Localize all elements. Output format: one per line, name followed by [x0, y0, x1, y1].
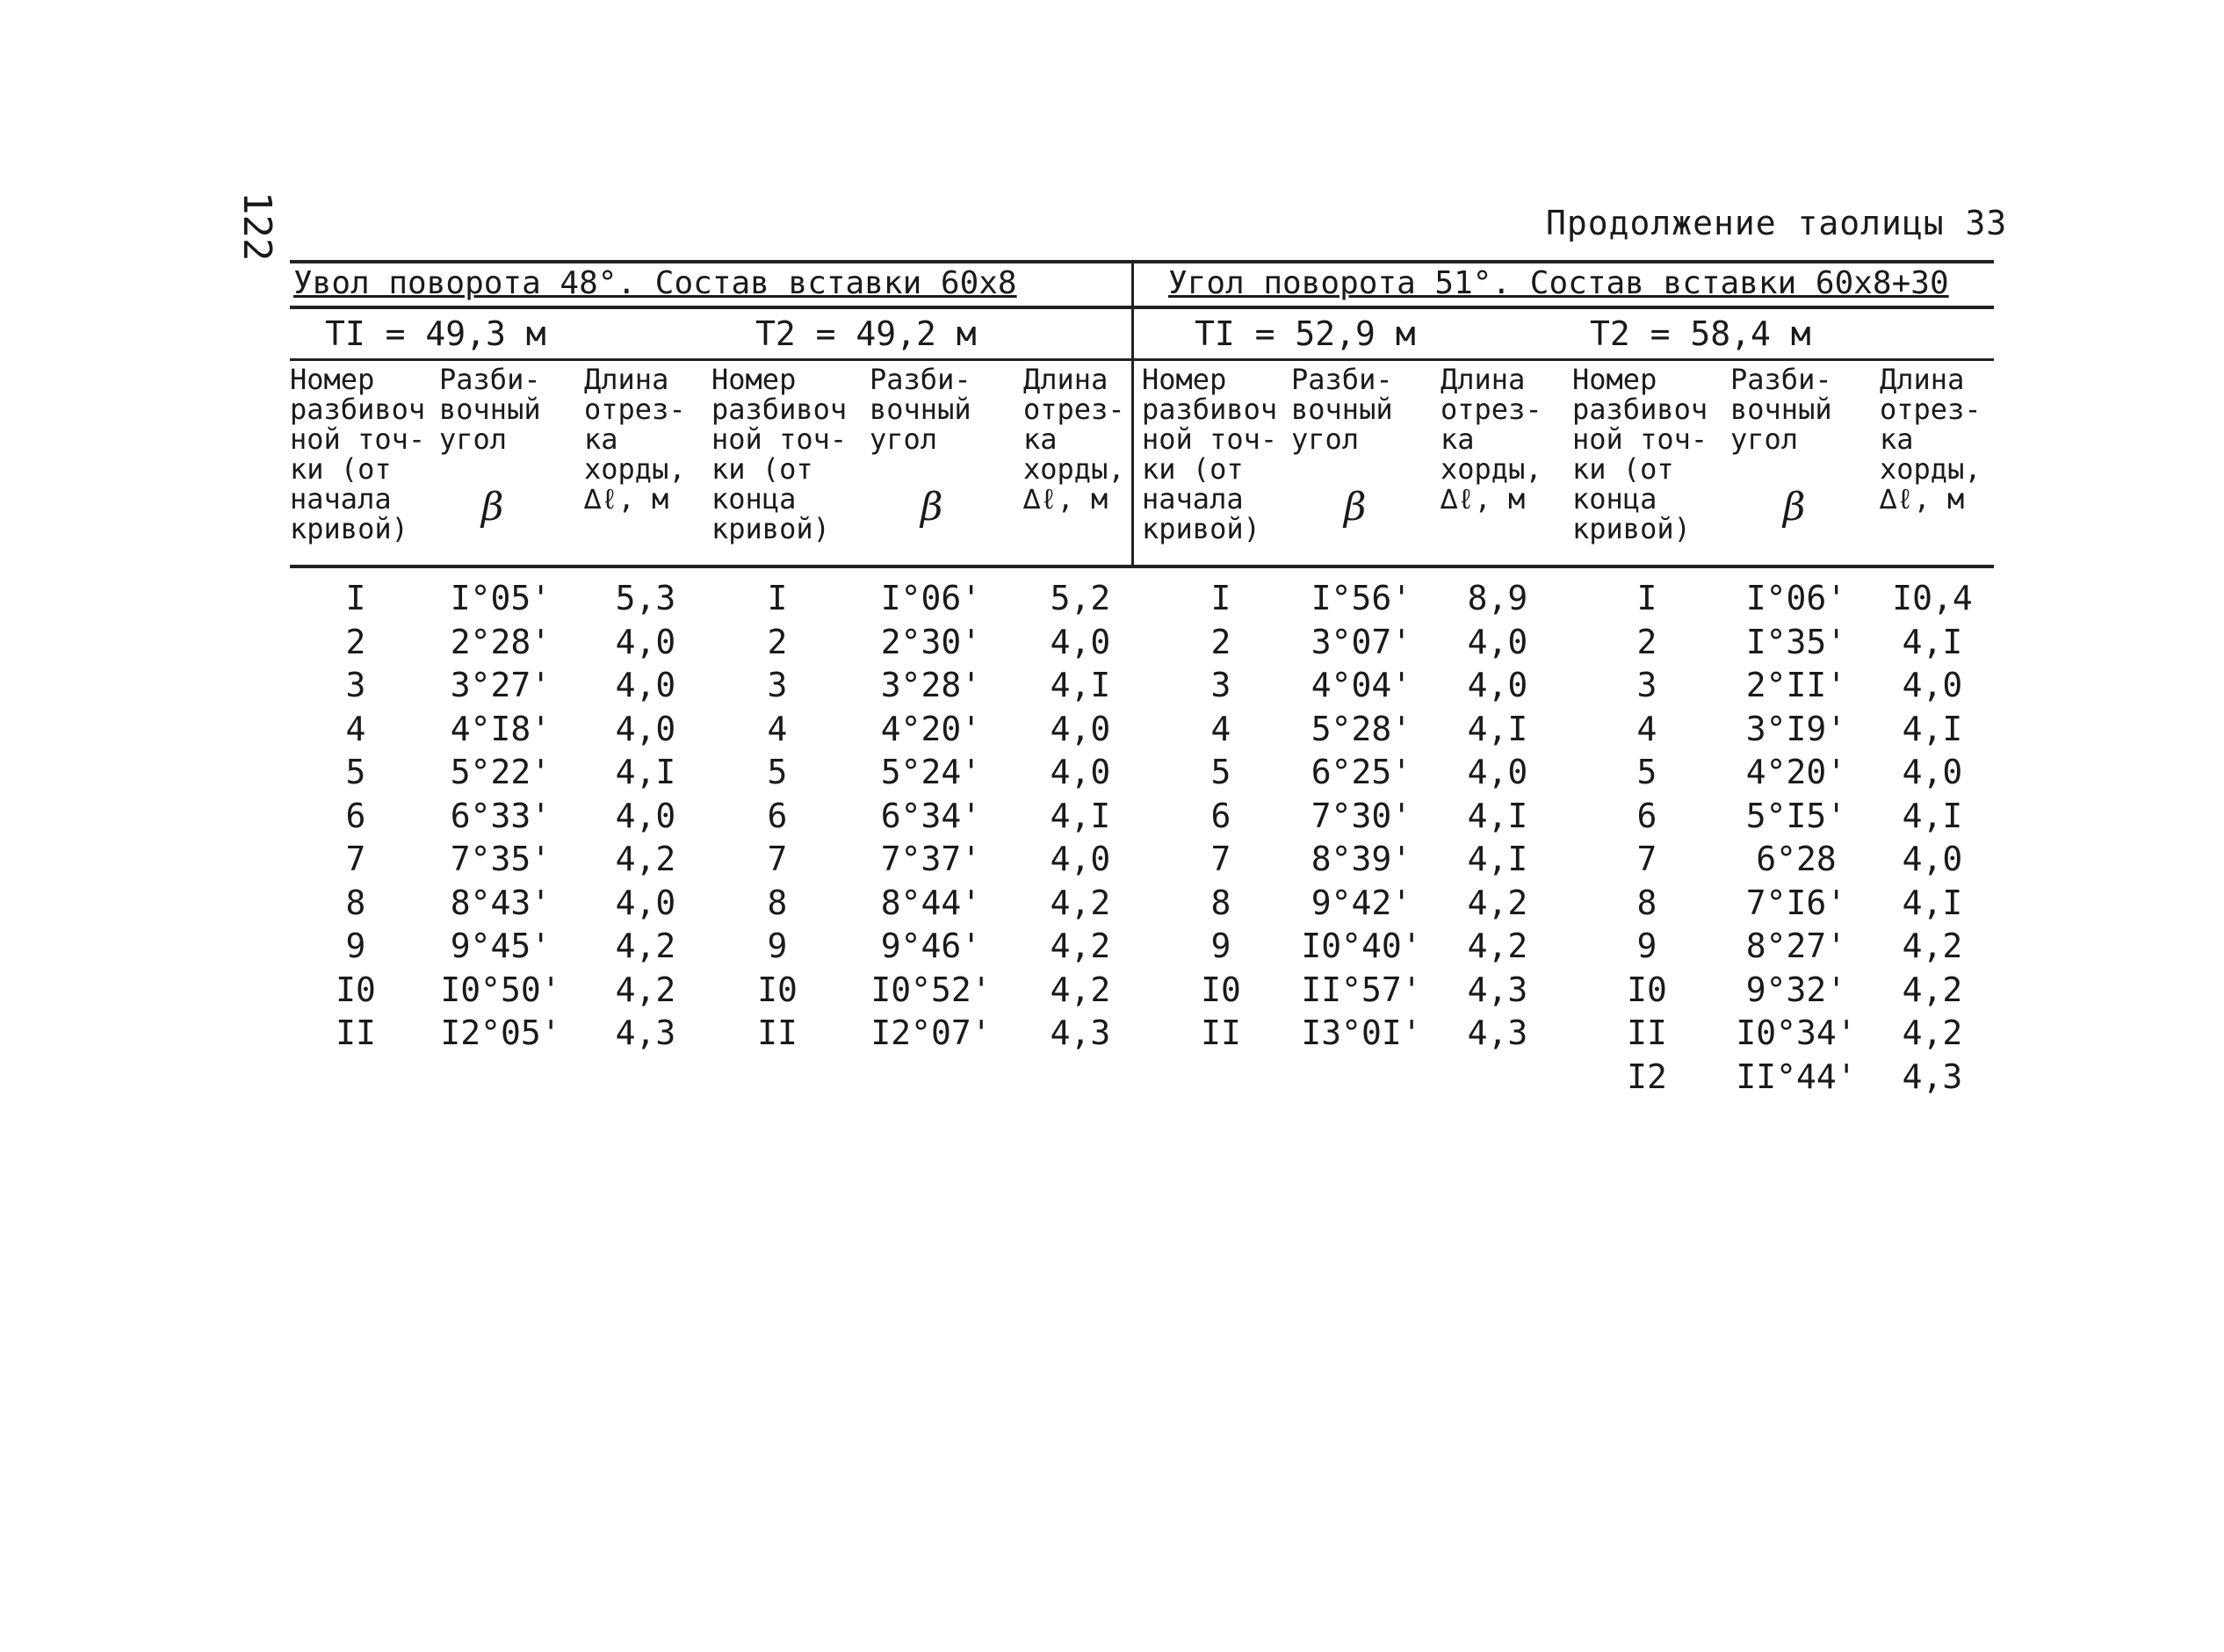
table-cell: 4,I [1467, 796, 1528, 835]
table-cell: 4°I8' [450, 709, 552, 748]
table-cell: I [767, 579, 788, 617]
table-cell: I0°52' [870, 970, 992, 1009]
table-cell: 4,0 [1050, 709, 1111, 748]
table-cell: 8°44' [880, 883, 982, 922]
table-cell: 4,I [1467, 840, 1528, 878]
table-cell: 6°34' [880, 796, 982, 835]
table-cell: 2 [767, 622, 788, 661]
table-cell: 8,9 [1467, 579, 1528, 617]
header-beta: β [481, 485, 504, 530]
table-cell: 3 [1210, 666, 1231, 704]
table-cell: 4,0 [615, 709, 676, 748]
table-cell: 4,0 [1467, 622, 1528, 661]
table-cell: 7 [1210, 840, 1231, 878]
table-cell: 8 [1636, 883, 1657, 922]
table-cell: 3°27' [450, 666, 552, 704]
table-cell: 3 [1636, 666, 1657, 704]
table-cell: 4°04' [1311, 666, 1412, 704]
table-cell: 4 [345, 709, 366, 748]
header-angle: Разби- вочный угол [1291, 363, 1393, 456]
table-cell: 4,0 [615, 883, 676, 922]
table-row [290, 623, 1994, 667]
table-cell: 4,2 [1902, 970, 1963, 1009]
table-cell: I0°34' [1736, 1014, 1857, 1052]
table-cell: I0,4 [1892, 579, 1973, 617]
table-cell: 4 [767, 709, 788, 748]
table-cell: I [1210, 579, 1231, 617]
table-cell: II [336, 1014, 376, 1052]
table-cell: 4,I [1050, 666, 1111, 704]
table-cell: 7 [1636, 840, 1657, 878]
header-point-end: Номер разбивоч ной точ- ки (от конца кривой) [1572, 363, 1708, 545]
table-cell: I [345, 579, 366, 617]
table-cell: 4,I [1902, 883, 1963, 922]
table-cell: 4°20' [1745, 753, 1847, 791]
table-cell: 4 [1210, 709, 1231, 748]
table-row [290, 884, 1994, 927]
table-cell: 4,I [1467, 709, 1528, 748]
table-cell: 5,2 [1050, 579, 1111, 617]
table-row [290, 970, 1994, 1014]
table-row [290, 1014, 1994, 1057]
table-cell: 6°33' [450, 796, 552, 835]
header-angle: Разби- вочный угол [439, 363, 541, 456]
table-cell: 5°I5' [1745, 796, 1847, 835]
table-cell: 2 [345, 622, 366, 661]
table-cell: 2°30' [880, 622, 982, 661]
table-cell: 4,2 [1467, 883, 1528, 922]
table-row [290, 927, 1994, 970]
header-chord: Длина отрез- ка хорды, ∆ℓ, м [1441, 363, 1542, 516]
table-cell: 3 [345, 666, 366, 704]
table-cell: 2 [1636, 622, 1657, 661]
table-cell: 9°32' [1745, 970, 1847, 1009]
table-cell: 4,0 [1902, 753, 1963, 791]
table-cell: 3 [767, 666, 788, 704]
table-cell: II [1627, 1014, 1667, 1052]
table-cell: 4,0 [1467, 753, 1528, 791]
table-cell: 4,2 [1050, 883, 1111, 922]
header-beta: β [1344, 485, 1367, 530]
right-title: Угол поворота 51°. Состав вставки 60х8+30 [1168, 265, 1949, 301]
t-value: TI = 52,9 м [1195, 314, 1416, 353]
table-row [290, 1057, 1994, 1101]
table-body [290, 579, 1994, 1100]
header-chord: Длина отрез- ка хорды, ∆ℓ, м [1880, 363, 1982, 516]
table-cell: II°44' [1736, 1057, 1857, 1096]
table-cell: 4,I [1902, 796, 1963, 835]
table-cell: I°06' [1745, 579, 1847, 617]
table-cell: 4,3 [1467, 970, 1528, 1009]
table-cell: I3°0I' [1301, 1014, 1422, 1052]
table-cell: I°05' [450, 579, 552, 617]
header-beta: β [1783, 485, 1806, 530]
table-cell: 8°27' [1745, 927, 1847, 965]
table-cell: 9 [345, 927, 366, 965]
table-cell: I0 [1201, 970, 1241, 1009]
table-cell: 9°42' [1311, 883, 1412, 922]
table-cell: 2 [1210, 622, 1231, 661]
table-cell: 5,3 [615, 579, 676, 617]
table-cell: 4,2 [615, 970, 676, 1009]
table-cell: 6 [1636, 796, 1657, 835]
header-angle: Разби- вочный угол [870, 363, 971, 456]
left-title: Увол поворота 48°. Состав вставки 60х8 [293, 265, 1017, 301]
table-cell: 8 [1210, 883, 1231, 922]
table-cell: I2 [1627, 1057, 1667, 1096]
table-cell: II [1201, 1014, 1241, 1052]
table-cell: 4,0 [615, 622, 676, 661]
table-row [290, 840, 1994, 884]
table-cell: 4,3 [1050, 1014, 1111, 1052]
header-point-start: Номер разбивоч ной точ- ки (от начала кривой) [1142, 363, 1278, 545]
table-cell: 4,I [1902, 622, 1963, 661]
table-cell: I0 [757, 970, 798, 1009]
table-row [290, 797, 1994, 840]
table-cell: I°35' [1745, 622, 1847, 661]
header-point-start: Номер разбивоч ной точ- ки (от начала кривой) [290, 363, 426, 545]
table-cell: II°57' [1301, 970, 1422, 1009]
table-cell: 4,2 [1467, 927, 1528, 965]
continuation-label: Продолжение таолицы 33 [1546, 204, 2008, 242]
table-cell: 8 [767, 883, 788, 922]
table-cell: 4,I [1902, 709, 1963, 748]
column-headers [290, 361, 1994, 568]
table-cell: 4 [1636, 709, 1657, 748]
table-cell: I [1636, 579, 1657, 617]
table-cell: 4,2 [1902, 1014, 1963, 1052]
table-cell: 6 [1210, 796, 1231, 835]
table-cell: 6°28 [1756, 840, 1837, 878]
table-cell: 9°46' [880, 927, 982, 965]
table-cell: 6°25' [1311, 753, 1412, 791]
table-cell: 6 [345, 796, 366, 835]
table-cell: 4,2 [615, 840, 676, 878]
table-cell: 8 [345, 883, 366, 922]
table-cell: 4,0 [1050, 840, 1111, 878]
table-cell: 4,I [1050, 796, 1111, 835]
table-cell: 7°35' [450, 840, 552, 878]
table-cell: 5°28' [1311, 709, 1412, 748]
table-cell: 4°20' [880, 709, 982, 748]
table-cell: 5 [767, 753, 788, 791]
table-cell: I0°40' [1301, 927, 1422, 965]
table-cell: 5°22' [450, 753, 552, 791]
table-cell: 7 [345, 840, 366, 878]
table-cell: 9 [767, 927, 788, 965]
header-point-end: Номер разбивоч ной точ- ки (от конца кривой) [711, 363, 848, 545]
table-cell: I2°07' [870, 1014, 992, 1052]
curve-table [290, 260, 1994, 1100]
table-cell: 4,I [615, 753, 676, 791]
table-row [290, 753, 1994, 797]
table-cell: 9 [1210, 927, 1231, 965]
table-cell: 4,2 [615, 927, 676, 965]
table-cell: 5 [1210, 753, 1231, 791]
table-cell: 8°39' [1311, 840, 1412, 878]
table-cell: 4,2 [1902, 927, 1963, 965]
table-cell: 4,0 [615, 666, 676, 704]
table-cell: 7°I6' [1745, 883, 1847, 922]
table-cell: II [757, 1014, 798, 1052]
header-chord: Длина отрез- ка хорды, ∆ℓ, м [584, 363, 686, 516]
table-cell: 8°43' [450, 883, 552, 922]
table-cell: 9°45' [450, 927, 552, 965]
table-cell: 5 [345, 753, 366, 791]
table-cell: 4,2 [1050, 970, 1111, 1009]
table-cell: 4,0 [1902, 840, 1963, 878]
table-cell: 4,3 [1902, 1057, 1963, 1096]
table-cell: 2°28' [450, 622, 552, 661]
table-cell: 4,0 [1050, 753, 1111, 791]
header-angle: Разби- вочный угол [1730, 363, 1832, 456]
table-cell: 3°I9' [1745, 709, 1847, 748]
table-cell: 4,0 [1050, 622, 1111, 661]
table-cell: I°06' [880, 579, 982, 617]
page-number: 122 [235, 191, 279, 262]
table-cell: 7 [767, 840, 788, 878]
table-cell: 2°II' [1745, 666, 1847, 704]
table-cell: 9 [1636, 927, 1657, 965]
table-row [290, 666, 1994, 710]
t-value: TI = 49,3 м [325, 314, 546, 353]
table-cell: 4,0 [1467, 666, 1528, 704]
t-value: T2 = 49,2 м [755, 314, 977, 353]
table-cell: 4,3 [1467, 1014, 1528, 1052]
tangent-values [290, 309, 1994, 361]
table-row [290, 579, 1994, 623]
t-value: T2 = 58,4 м [1590, 314, 1811, 353]
table-cell: I0 [336, 970, 376, 1009]
table-cell: 4,3 [615, 1014, 676, 1052]
table-titles [290, 260, 1994, 309]
table-cell: 4,2 [1050, 927, 1111, 965]
table-cell: I°56' [1311, 579, 1412, 617]
table-cell: 7°30' [1311, 796, 1412, 835]
table-row [290, 710, 1994, 754]
table-cell: 6 [767, 796, 788, 835]
table-cell: 4,0 [1902, 666, 1963, 704]
table-cell: I2°05' [440, 1014, 561, 1052]
table-cell: 5 [1636, 753, 1657, 791]
table-cell: 7°37' [880, 840, 982, 878]
header-chord: Длина отрез- ка хорды, ∆ℓ, м [1023, 363, 1125, 516]
header-beta: β [921, 485, 943, 530]
table-cell: 4,0 [615, 796, 676, 835]
table-cell: 3°07' [1311, 622, 1412, 661]
table-cell: 3°28' [880, 666, 982, 704]
table-cell: I0°50' [440, 970, 561, 1009]
table-cell: 5°24' [880, 753, 982, 791]
table-cell: I0 [1627, 970, 1667, 1009]
